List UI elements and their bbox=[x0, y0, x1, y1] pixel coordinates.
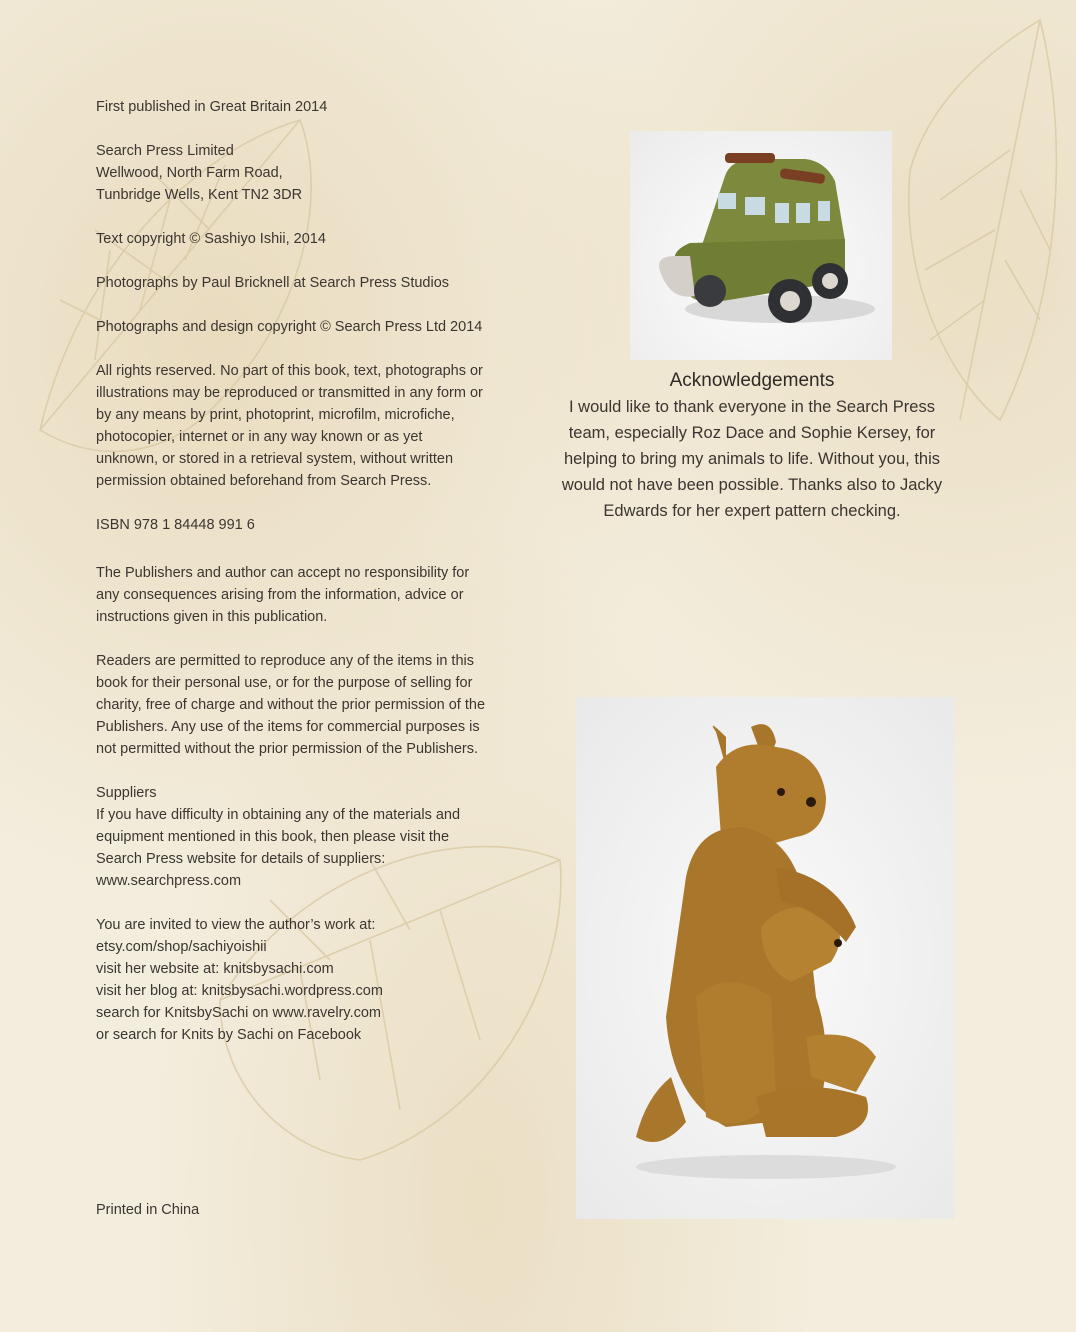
acknowledgements-text: I would like to thank everyone in the Search Press team, especially Roz Dace and Sophie Kersey, for helping to bring my animals to life. Without you, this would not have been possible. Thanks also to Jacky Edwards for her expert pattern checking. bbox=[561, 398, 943, 520]
knitted-kangaroo-illustration bbox=[576, 697, 954, 1219]
copyright-block bbox=[96, 96, 486, 1068]
suppliers-heading: Suppliers bbox=[96, 785, 157, 801]
suppliers-text: If you have difficulty in obtaining any of the materials and equipment mentioned in this book, then please visit the Search Press website for details of suppliers: www.searchpress.com bbox=[96, 807, 461, 889]
isbn-text: ISBN 978 1 84448 991 6 bbox=[96, 517, 255, 533]
knitted-car-photo bbox=[630, 131, 892, 360]
printed-in-text: Printed in China bbox=[96, 1202, 200, 1218]
design-copyright: Photographs and design copyright © Search Press Ltd 2014 bbox=[96, 319, 483, 335]
readers-text: Readers are permitted to reproduce any of the items in this book for their personal use, or for the purpose of selling for charity, free of charge and without the prior permission of the Publishers. Any use of the items for commercial purposes is not permitted without the prior permission of the Publishers. bbox=[96, 653, 486, 757]
acknowledgements-heading: Acknowledgements bbox=[669, 370, 835, 391]
acknowledgements-block bbox=[552, 368, 952, 524]
knitted-kangaroo-photo bbox=[576, 697, 954, 1219]
first-published-text: First published in Great Britain 2014 bbox=[96, 99, 328, 115]
photographs-credit: Photographs by Paul Bricknell at Search Press Studios bbox=[96, 275, 450, 291]
responsibility-text: The Publishers and author can accept no responsibility for any consequences arising from the information, advice or instructions given in this publication. bbox=[96, 565, 470, 625]
knitted-car-illustration bbox=[630, 131, 892, 360]
rights-text: All rights reserved. No part of this book, text, photographs or illustrations may be reproduced or transmitted in any form or by any means by print, photoprint, microfilm, microfiche, photocopier, internet or in any way known or as yet unknown, or stored in a retrieval system, without written permission obtained beforehand from Search Press. bbox=[96, 363, 483, 489]
text-copyright: Text copyright © Sashiyo Ishii, 2014 bbox=[96, 231, 326, 247]
publisher-address: Search Press Limited Wellwood, North Farm Road, Tunbridge Wells, Kent TN2 3DR bbox=[96, 143, 303, 203]
author-work-text: You are invited to view the author’s work at: etsy.com/shop/sachiyoishii visit her website at: knitsbysachi.com visit her blog at: knitsbysachi.wordpress.com search for KnitsbySachi on www.ravelry.com or search for Knits by Sachi on Facebook bbox=[96, 917, 383, 1043]
